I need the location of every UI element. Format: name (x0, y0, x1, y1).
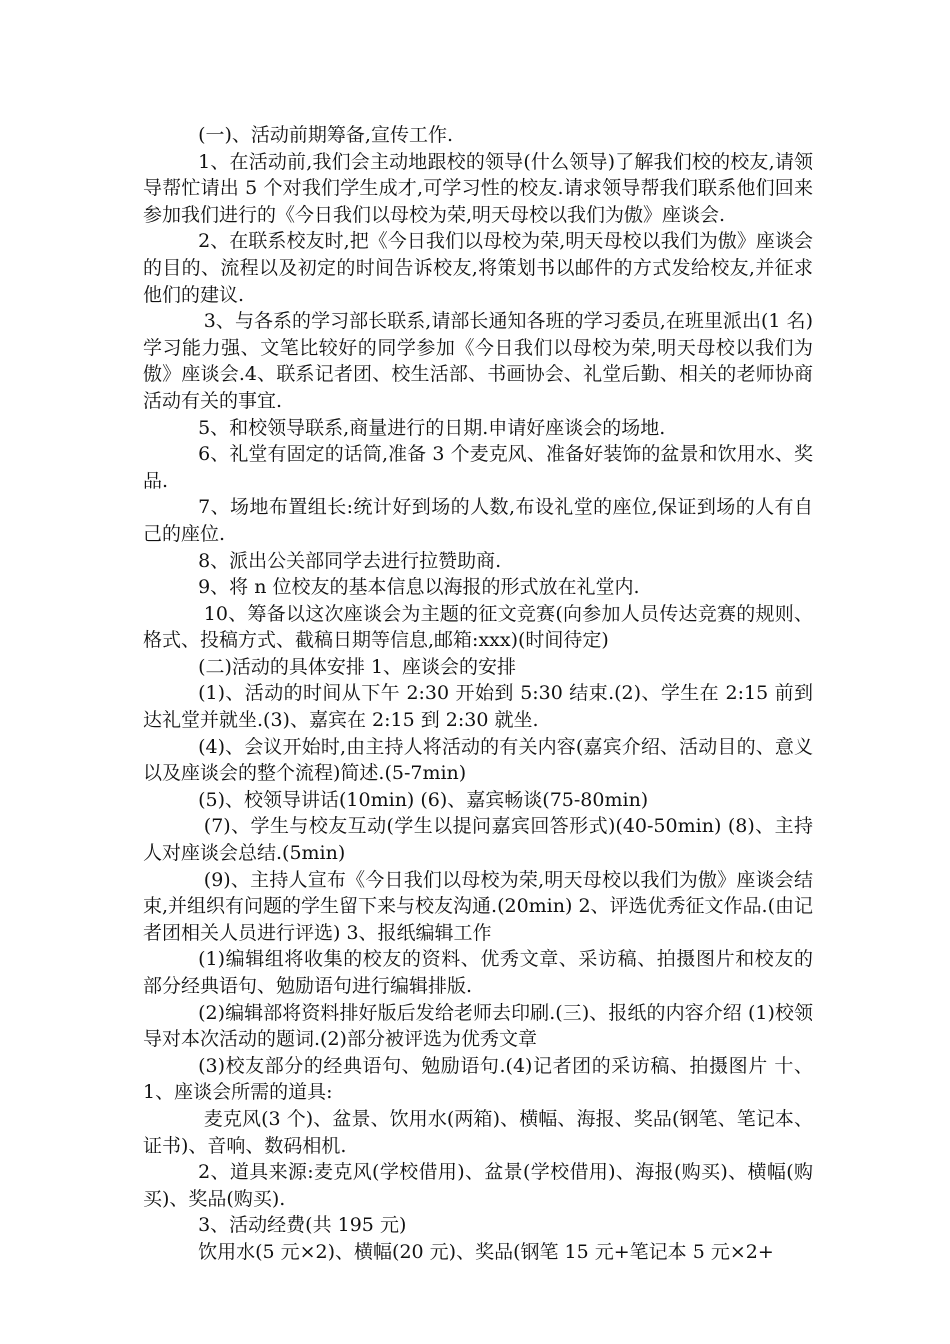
paragraph-item-9: 9、将 n 位校友的基本信息以海报的形式放在礼堂内. (198, 576, 640, 599)
paragraph-schedule-9: (9)、主持人宣布《今日我们以母校为荣,明天母校以我们为傲》座谈会结束,并组织有问题的学生留下来与校友沟通.(20min) 2、评选优秀征文作品.(由记者团相关人员进行评选) 3、报纸编辑工作 (143, 868, 813, 944)
document-body (143, 122, 813, 1266)
paragraph-item-7: 7、场地布置组长:统计好到场的人数,布设礼堂的座位,保证到场的人有自己的座位. (143, 496, 813, 545)
section-heading-preparation: (一)、活动前期筹备,宣传工作. (198, 124, 453, 146)
paragraph-schedule-7: (7)、学生与校友互动(学生以提问嘉宾回答形式)(40-50min) (8)、主持人对座谈会总结.(5min) (143, 815, 813, 865)
paragraph-item-5: 5、和校领导联系,商量进行的日期.申请好座谈会的场地. (198, 416, 666, 439)
paragraph-budget-heading: 3、活动经费(共 195 元) (198, 1214, 407, 1237)
paragraph-props-list: 麦克风(3 个)、盆景、饮用水(两箱)、横幅、海报、奖品(钢笔、笔记本、证书)、音响、数码相机. (143, 1107, 813, 1157)
paragraph-props-source: 2、道具来源:麦克风(学校借用)、盆景(学校借用)、海报(购买)、横幅(购买)、奖品(购买). (143, 1161, 813, 1210)
paragraph-item-8: 8、派出公关部同学去进行拉赞助商. (198, 549, 502, 572)
section-heading-schedule: (二)活动的具体安排 1、座谈会的安排 (198, 655, 517, 678)
paragraph-budget-detail: 饮用水(5 元×2)、横幅(20 元)、奖品(钢笔 15 元+笔记本 5 元×2+ (198, 1240, 774, 1263)
paragraph-item-3: 3、与各系的学习部长联系,请部长通知各班的学习委员,在班里派出(1 名)学习能力强、文笔比较好的同学参加《今日我们以母校为荣,明天母校以我们为傲》座谈会.4、联系记者团、校生活部、书画协会、礼堂后勤、相关的老师协商活动有关的事宜. (143, 310, 813, 412)
paragraph-schedule-4: (4)、会议开始时,由主持人将活动的有关内容(嘉宾介绍、活动目的、意义以及座谈会的整个流程)简述.(5-7min) (143, 735, 813, 785)
paragraph-item-1: 1、在活动前,我们会主动地跟校的领导(什么领导)了解我们校的校友,请领导帮忙请出 5 个对我们学生成才,可学习性的校友.请求领导帮我们联系他们回来参加我们进行的《今日我们以母校为荣,明天母校以我们为傲》座谈会. (143, 150, 813, 226)
paragraph-item-2: 2、在联系校友时,把《今日我们以母校为荣,明天母校以我们为傲》座谈会的目的、流程以及初定的时间告诉校友,将策划书以邮件的方式发给校友,并征求他们的建议. (143, 230, 813, 306)
paragraph-schedule-1: (1)、活动的时间从下午 2:30 开始到 5:30 结束.(2)、学生在 2:15 前到达礼堂并就坐.(3)、嘉宾在 2:15 到 2:30 就坐. (143, 682, 813, 732)
paragraph-editing-1: (1)编辑组将收集的校友的资料、优秀文章、采访稿、拍摄图片和校友的部分经典语句、勉励语句进行编辑排版. (143, 948, 813, 997)
paragraph-editing-2: (2)编辑部将资料排好版后发给老师去印刷.(三)、报纸的内容介绍 (1)校领导对本次活动的题词.(2)部分被评选为优秀文章 (143, 1001, 813, 1051)
paragraph-item-10: 10、筹备以这次座谈会为主题的征文竞赛(向参加人员传达竞赛的规则、格式、投稿方式、截稿日期等信息,邮箱:xxx)(时间待定) (143, 602, 813, 652)
paragraph-item-6: 6、礼堂有固定的话筒,准备 3 个麦克风、准备好装饰的盆景和饮用水、奖品. (143, 443, 813, 492)
paragraph-editing-3: (3)校友部分的经典语句、勉励语句.(4)记者团的采访稿、拍摄图片 十、1、座谈会所需的道具: (143, 1054, 813, 1104)
paragraph-schedule-5: (5)、校领导讲话(10min) (6)、嘉宾畅谈(75-80min) (198, 788, 649, 811)
